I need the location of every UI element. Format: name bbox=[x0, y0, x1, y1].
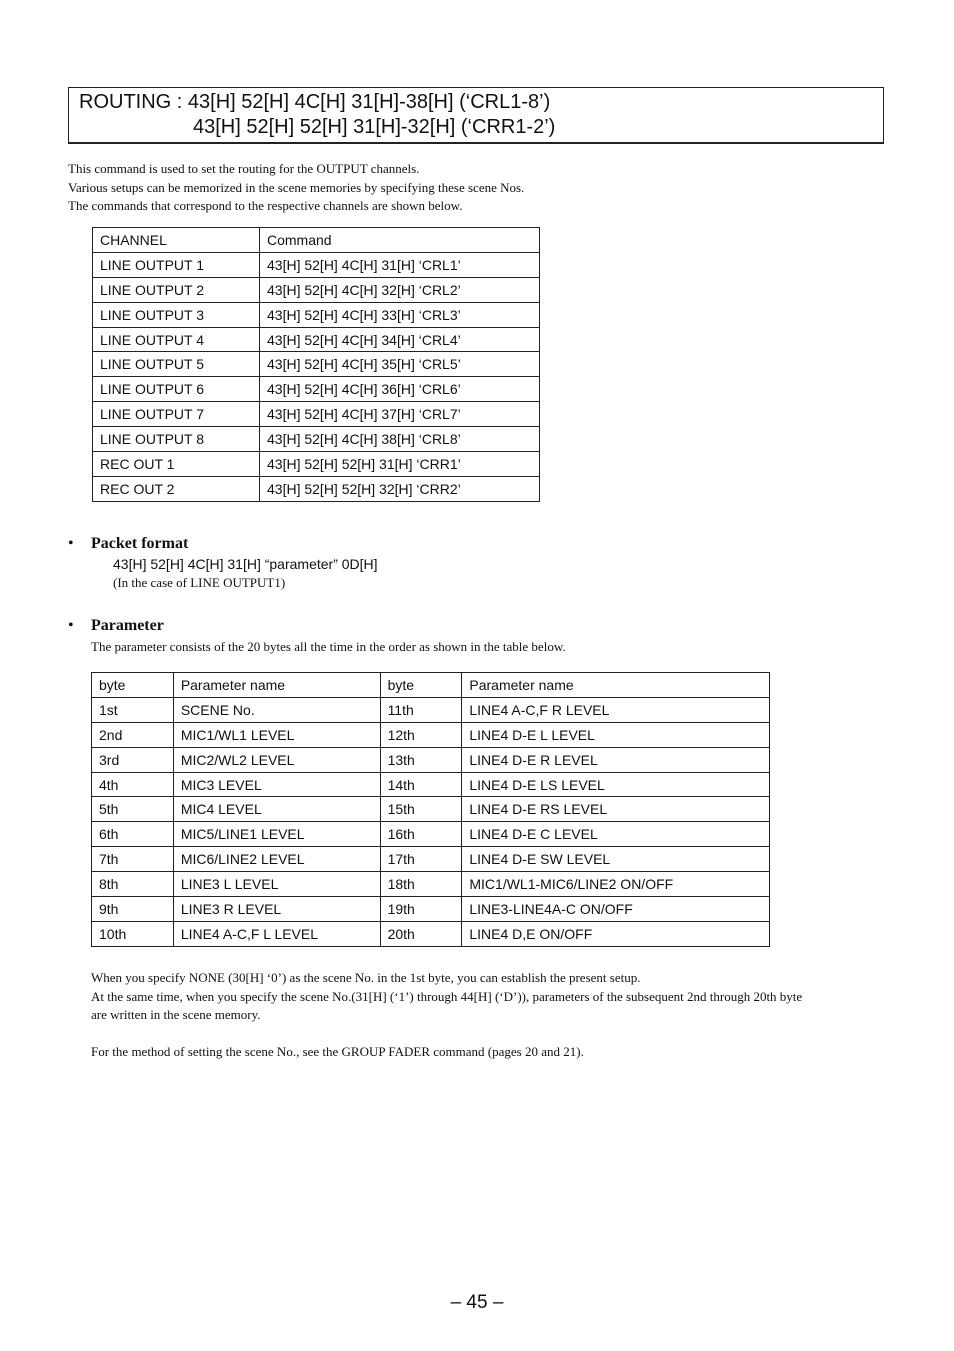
table-row bbox=[92, 921, 770, 946]
table-cell: 9th bbox=[92, 897, 174, 922]
table-cell: 8th bbox=[92, 872, 174, 897]
table-cell: LINE4 D-E R LEVEL bbox=[462, 747, 770, 772]
table-cell: 43[H] 52[H] 52[H] 32[H] ‘CRR2’ bbox=[260, 476, 540, 501]
table-row bbox=[93, 476, 540, 501]
table-cell: 43[H] 52[H] 4C[H] 33[H] ‘CRL3’ bbox=[260, 302, 540, 327]
table-cell: 43[H] 52[H] 4C[H] 35[H] ‘CRL5’ bbox=[260, 352, 540, 377]
parameter-heading bbox=[68, 617, 164, 635]
packet-format-heading-text: Packet format bbox=[91, 535, 189, 552]
table-cell: 15th bbox=[380, 797, 462, 822]
table-row bbox=[93, 402, 540, 427]
table-header-cell: byte bbox=[380, 673, 462, 698]
table-row bbox=[93, 377, 540, 402]
table-cell: 10th bbox=[92, 921, 174, 946]
table-header-row bbox=[93, 228, 540, 253]
intro-line: This command is used to set the routing for the OUTPUT channels. bbox=[68, 161, 420, 176]
channel-command-table bbox=[92, 227, 540, 502]
table-cell: LINE4 D-E C LEVEL bbox=[462, 822, 770, 847]
table-cell: LINE4 A-C,F R LEVEL bbox=[462, 697, 770, 722]
table-row bbox=[93, 252, 540, 277]
section-title-line-2: 43[H] 52[H] 52[H] 31[H]-32[H] (‘CRR1-2’) bbox=[193, 116, 556, 138]
table-cell: MIC3 LEVEL bbox=[173, 772, 380, 797]
table-cell: 13th bbox=[380, 747, 462, 772]
table-cell: 43[H] 52[H] 4C[H] 37[H] ‘CRL7’ bbox=[260, 402, 540, 427]
table-cell: LINE4 D-E L LEVEL bbox=[462, 722, 770, 747]
table-cell: LINE OUTPUT 3 bbox=[93, 302, 260, 327]
table-row bbox=[92, 747, 770, 772]
table-cell: LINE3 R LEVEL bbox=[173, 897, 380, 922]
table-cell: 20th bbox=[380, 921, 462, 946]
section-title-line-1: ROUTING : 43[H] 52[H] 4C[H] 31[H]-38[H] (‘CRL1-8’) bbox=[79, 91, 551, 113]
parameter-description: The parameter consists of the 20 bytes all the time in the order as shown in the table below. bbox=[91, 639, 566, 654]
table-cell: MIC1/WL1-MIC6/LINE2 ON/OFF bbox=[462, 872, 770, 897]
table-cell: LINE3-LINE4A-C ON/OFF bbox=[462, 897, 770, 922]
packet-format-code: 43[H] 52[H] 4C[H] 31[H] “parameter” 0D[H] bbox=[113, 556, 378, 572]
table-cell: LINE OUTPUT 4 bbox=[93, 327, 260, 352]
parameter-heading-text: Parameter bbox=[91, 617, 164, 634]
table-row bbox=[93, 452, 540, 477]
table-cell: MIC2/WL2 LEVEL bbox=[173, 747, 380, 772]
table-cell: 6th bbox=[92, 822, 174, 847]
table-cell: 3rd bbox=[92, 747, 174, 772]
table-cell: 14th bbox=[380, 772, 462, 797]
table-row bbox=[92, 897, 770, 922]
table-header-cell: Command bbox=[260, 228, 540, 253]
notes-paragraph-2: For the method of setting the scene No., see the GROUP FADER command (pages 20 and 21). bbox=[91, 1044, 584, 1059]
table-row bbox=[93, 302, 540, 327]
table-cell: REC OUT 1 bbox=[93, 452, 260, 477]
table-cell: 19th bbox=[380, 897, 462, 922]
table-cell: MIC6/LINE2 LEVEL bbox=[173, 847, 380, 872]
bullet-icon: • bbox=[68, 617, 74, 634]
page-number: – 45 – bbox=[450, 1292, 504, 1313]
table-cell: LINE4 A-C,F L LEVEL bbox=[173, 921, 380, 946]
table-cell: LINE4 D,E ON/OFF bbox=[462, 921, 770, 946]
table-cell: LINE OUTPUT 7 bbox=[93, 402, 260, 427]
intro-paragraph bbox=[68, 160, 888, 216]
packet-format-heading bbox=[68, 535, 188, 553]
table-row bbox=[93, 352, 540, 377]
table-cell: LINE4 D-E LS LEVEL bbox=[462, 772, 770, 797]
table-header-cell: Parameter name bbox=[462, 673, 770, 698]
notes-line: are written in the scene memory. bbox=[91, 1007, 261, 1022]
table-cell: 43[H] 52[H] 52[H] 31[H] ‘CRR1’ bbox=[260, 452, 540, 477]
table-row bbox=[92, 847, 770, 872]
table-cell: 12th bbox=[380, 722, 462, 747]
section-title-box bbox=[68, 87, 884, 144]
table-cell: MIC1/WL1 LEVEL bbox=[173, 722, 380, 747]
table-cell: LINE4 D-E SW LEVEL bbox=[462, 847, 770, 872]
table-cell: 43[H] 52[H] 4C[H] 34[H] ‘CRL4’ bbox=[260, 327, 540, 352]
table-cell: LINE3 L LEVEL bbox=[173, 872, 380, 897]
intro-line: Various setups can be memorized in the scene memories by specifying these scene Nos. bbox=[68, 179, 525, 195]
table-header-cell: Parameter name bbox=[173, 673, 380, 698]
notes-line: When you specify NONE (30[H] ‘0’) as the scene No. in the 1st byte, you can establish the present setup. bbox=[91, 970, 641, 985]
table-row bbox=[92, 872, 770, 897]
table-cell: LINE OUTPUT 5 bbox=[93, 352, 260, 377]
table-cell: 17th bbox=[380, 847, 462, 872]
table-row bbox=[93, 277, 540, 302]
table-cell: 7th bbox=[92, 847, 174, 872]
table-cell: LINE4 D-E RS LEVEL bbox=[462, 797, 770, 822]
table-row bbox=[92, 797, 770, 822]
packet-format-note: (In the case of LINE OUTPUT1) bbox=[113, 575, 286, 590]
table-cell: MIC4 LEVEL bbox=[173, 797, 380, 822]
table-cell: MIC5/LINE1 LEVEL bbox=[173, 822, 380, 847]
table-row bbox=[92, 722, 770, 747]
table-cell: 43[H] 52[H] 4C[H] 32[H] ‘CRL2’ bbox=[260, 277, 540, 302]
table-row bbox=[92, 772, 770, 797]
notes-paragraph-1 bbox=[91, 969, 891, 1025]
table-row bbox=[92, 697, 770, 722]
table-cell: LINE OUTPUT 1 bbox=[93, 252, 260, 277]
parameter-table bbox=[91, 672, 770, 947]
notes-line: At the same time, when you specify the scene No.(31[H] (‘1’) through 44[H] (‘D’)), parameters of the subsequent 2nd through 20th byte bbox=[91, 988, 803, 1004]
intro-line: The commands that correspond to the respective channels are shown below. bbox=[68, 198, 463, 213]
bullet-icon: • bbox=[68, 535, 74, 552]
table-cell: LINE OUTPUT 2 bbox=[93, 277, 260, 302]
table-cell: 4th bbox=[92, 772, 174, 797]
table-cell: 1st bbox=[92, 697, 174, 722]
table-cell: 5th bbox=[92, 797, 174, 822]
table-cell: 43[H] 52[H] 4C[H] 36[H] ‘CRL6’ bbox=[260, 377, 540, 402]
table-row bbox=[92, 822, 770, 847]
table-header-cell: byte bbox=[92, 673, 174, 698]
table-header-row bbox=[92, 673, 770, 698]
table-cell: LINE OUTPUT 6 bbox=[93, 377, 260, 402]
table-cell: LINE OUTPUT 8 bbox=[93, 427, 260, 452]
table-cell: 43[H] 52[H] 4C[H] 38[H] ‘CRL8’ bbox=[260, 427, 540, 452]
table-cell: SCENE No. bbox=[173, 697, 380, 722]
table-cell: 43[H] 52[H] 4C[H] 31[H] ‘CRL1’ bbox=[260, 252, 540, 277]
table-cell: 11th bbox=[380, 697, 462, 722]
table-cell: 16th bbox=[380, 822, 462, 847]
table-cell: 18th bbox=[380, 872, 462, 897]
table-cell: REC OUT 2 bbox=[93, 476, 260, 501]
table-row bbox=[93, 327, 540, 352]
table-row bbox=[93, 427, 540, 452]
table-cell: 2nd bbox=[92, 722, 174, 747]
table-header-cell: CHANNEL bbox=[93, 228, 260, 253]
